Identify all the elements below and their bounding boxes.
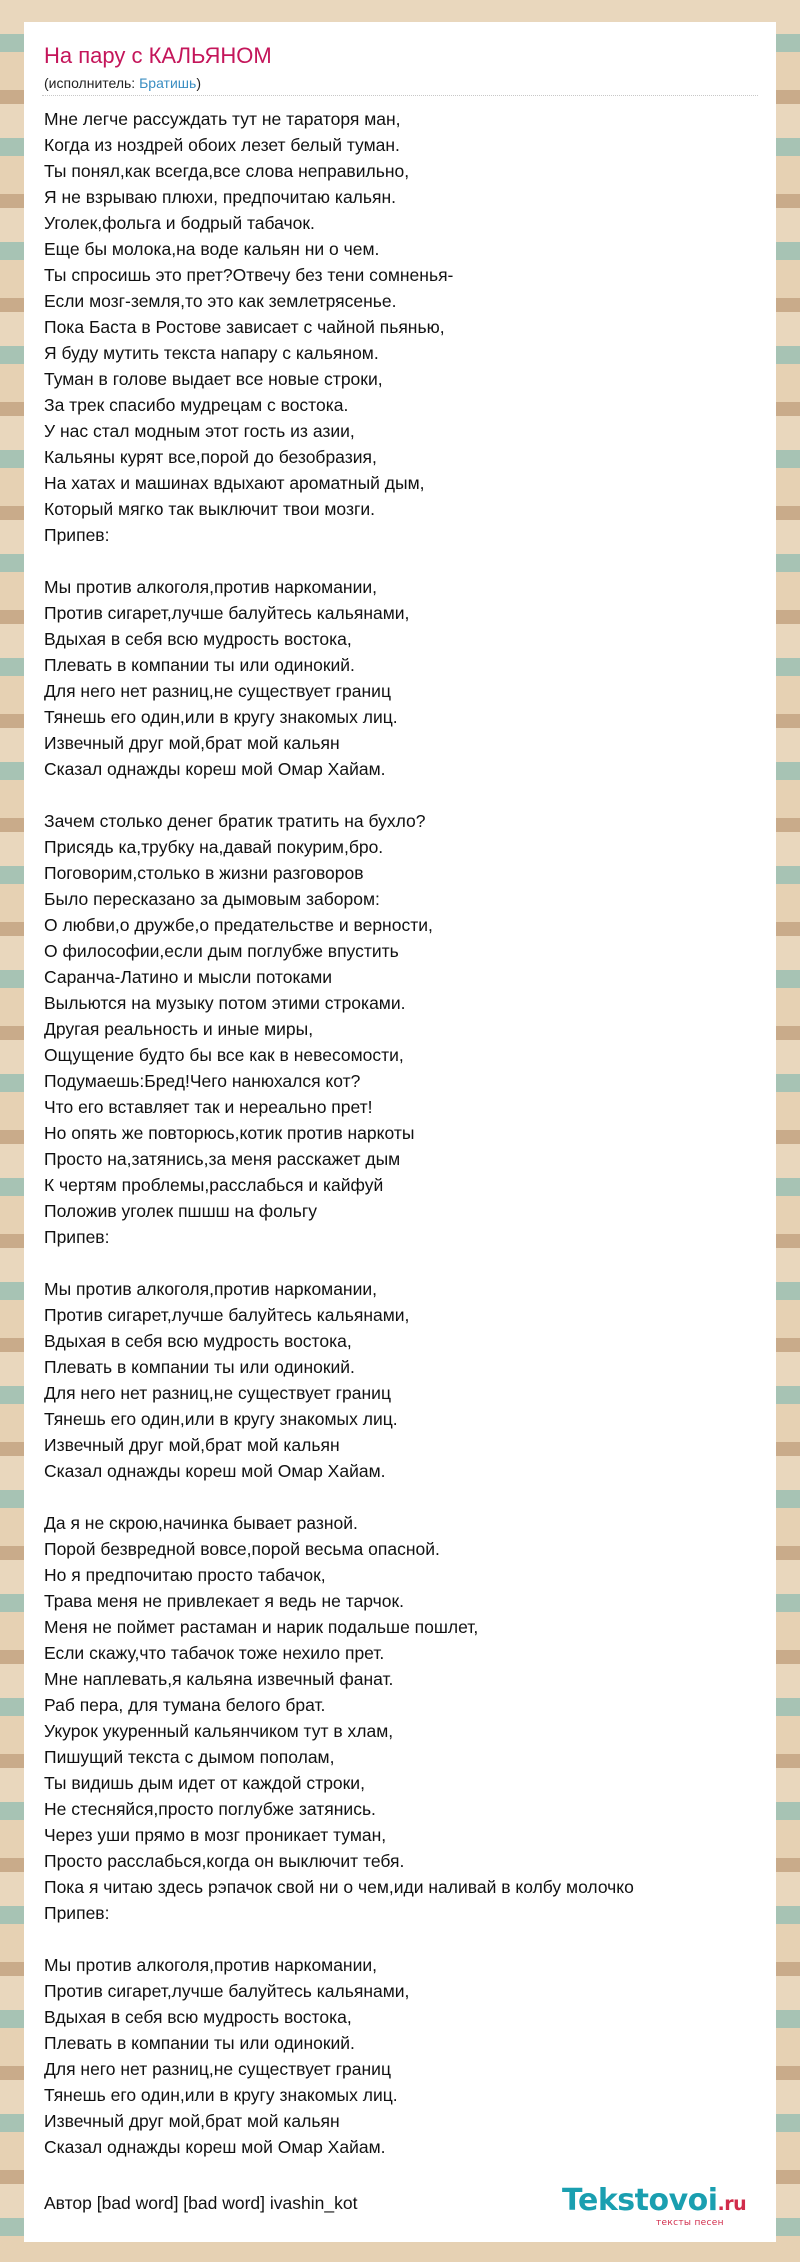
stanza-gap — [44, 1250, 764, 1276]
lyric-line: Через уши прямо в мозг проникает туман, — [44, 1825, 387, 1845]
lyric-line: Для него нет разниц,не существует границ — [44, 2059, 391, 2079]
lyric-line: Ощущение будто бы все как в невесомости, — [44, 1045, 404, 1065]
lyric-line: Мы против алкоголя,против наркомании, — [44, 577, 378, 597]
lyric-line: Против сигарет,лучше балуйтесь кальянами, — [44, 1981, 410, 2001]
lyric-line: Меня не поймет растаман и нарик подальше пошлет, — [44, 1617, 479, 1637]
lyric-line: Тянешь его один,или в кругу знакомых лиц. — [44, 707, 398, 727]
lyric-line: Но опять же повторюсь,котик против наркоты — [44, 1123, 415, 1143]
lyric-line: Другая реальность и иные миры, — [44, 1019, 314, 1039]
lyric-line: Положив уголек пшшш на фольгу — [44, 1201, 317, 1221]
lyric-line: Я буду мутить текста напару с кальяном. — [44, 343, 379, 363]
artist-line — [44, 74, 201, 92]
artist-suffix: ) — [196, 75, 201, 91]
lyric-line: Не стесняйся,просто поглубже затянись. — [44, 1799, 376, 1819]
lyric-line: Кальяны курят все,порой до безобразия, — [44, 447, 377, 467]
site-logo[interactable] — [562, 2182, 772, 2232]
lyric-line: Трава меня не привлекает я ведь не тарчок. — [44, 1591, 405, 1611]
song-title: На пару с КАЛЬЯНОМ — [44, 43, 272, 68]
lyric-line: Сказал однажды кореш мой Омар Хайам. — [44, 1461, 386, 1481]
lyric-line: Пока Баста в Ростове зависает с чайной пьянью, — [44, 317, 445, 337]
lyric-line: Вдыхая в себя всю мудрость востока, — [44, 2007, 352, 2027]
lyric-line: Вдыхая в себя всю мудрость востока, — [44, 629, 352, 649]
lyric-line: Против сигарет,лучше балуйтесь кальянами, — [44, 603, 410, 623]
lyric-line: На хатах и машинах вдыхают ароматный дым, — [44, 473, 425, 493]
lyric-line: Подумаешь:Бред!Чего нанюхался кот? — [44, 1071, 361, 1091]
lyric-line: Извечный друг мой,брат мой кальян — [44, 2111, 340, 2131]
lyric-line: Извечный друг мой,брат мой кальян — [44, 1435, 340, 1455]
lyric-line: Что его вставляет так и нереально прет! — [44, 1097, 373, 1117]
author-credit: Автор [bad word] [bad word] ivashin_kot — [44, 2193, 358, 2213]
lyric-line: Было пересказано за дымовым забором: — [44, 889, 380, 909]
lyric-line: Вдыхая в себя всю мудрость востока, — [44, 1331, 352, 1351]
lyric-line: Ты спросишь это прет?Отвечу без тени сомненья- — [44, 265, 454, 285]
lyric-line: К чертям проблемы,расслабься и кайфуй — [44, 1175, 384, 1195]
logo-wordmark — [562, 2182, 746, 2223]
lyric-line: Выльются на музыку потом этими строками. — [44, 993, 406, 1013]
lyric-line: Еще бы молока,на воде кальян ни о чем. — [44, 239, 380, 259]
lyric-line: Мы против алкоголя,против наркомании, — [44, 1955, 378, 1975]
lyric-line: Который мягко так выключит твои мозги. — [44, 499, 375, 519]
lyric-line: Мы против алкоголя,против наркомании, — [44, 1279, 378, 1299]
lyric-line: Против сигарет,лучше балуйтесь кальянами, — [44, 1305, 410, 1325]
lyric-line: Извечный друг мой,брат мой кальян — [44, 733, 340, 753]
lyric-line: Когда из ноздрей обоих лезет белый туман. — [44, 135, 400, 155]
artist-link[interactable]: Братишь — [139, 75, 197, 91]
lyric-line: Мне наплевать,я кальяна извечный фанат. — [44, 1669, 394, 1689]
lyric-line: Я не взрываю плюхи, предпочитаю кальян. — [44, 187, 397, 207]
lyric-line: Зачем столько денег братик тратить на бухло? — [44, 811, 426, 831]
lyric-line: Мне легче рассуждать тут не тараторя ман, — [44, 109, 401, 129]
lyric-line: Да я не скрою,начинка бывает разной. — [44, 1513, 358, 1533]
lyric-line: О любви,о дружбе,о предательстве и верности, — [44, 915, 433, 935]
artist-prefix: (исполнитель: — [44, 75, 140, 91]
lyric-line: Поговорим,столько в жизни разговоров — [44, 863, 364, 883]
lyrics-text — [44, 106, 764, 2160]
lyric-line: Раб пера, для тумана белого брат. — [44, 1695, 326, 1715]
lyric-line: Если мозг-земля,то это как землетрясенье. — [44, 291, 397, 311]
lyric-line: Припев: — [44, 525, 110, 545]
lyric-line: Просто расслабься,когда он выключит тебя. — [44, 1851, 405, 1871]
lyric-line: Припев: — [44, 1227, 110, 1247]
lyric-line: Саранча-Латино и мысли потоками — [44, 967, 333, 987]
lyric-line: Туман в голове выдает все новые строки, — [44, 369, 383, 389]
stanza-gap — [44, 1484, 764, 1510]
lyric-line: Припев: — [44, 1903, 110, 1923]
lyric-line: Плевать в компании ты или одинокий. — [44, 655, 355, 675]
logo-tagline: тексты песен — [656, 2218, 724, 2228]
lyric-line: Но я предпочитаю просто табачок, — [44, 1565, 326, 1585]
lyric-line: Тянешь его один,или в кругу знакомых лиц. — [44, 2085, 398, 2105]
lyric-line: Тянешь его один,или в кругу знакомых лиц. — [44, 1409, 398, 1429]
lyric-line: Ты видишь дым идет от каждой строки, — [44, 1773, 365, 1793]
lyric-line: Сказал однажды кореш мой Омар Хайам. — [44, 759, 386, 779]
lyric-line: Сказал однажды кореш мой Омар Хайам. — [44, 2137, 386, 2157]
lyric-line: Плевать в компании ты или одинокий. — [44, 2033, 355, 2053]
lyric-line: Для него нет разниц,не существует границ — [44, 681, 391, 701]
lyric-line: Укурок укуренный кальянчиком тут в хлам, — [44, 1721, 394, 1741]
lyric-line: Плевать в компании ты или одинокий. — [44, 1357, 355, 1377]
logo-name: Tekstovoi — [562, 2183, 718, 2218]
lyric-line: Для него нет разниц,не существует границ — [44, 1383, 391, 1403]
lyrics-page — [24, 22, 776, 2242]
title-divider — [42, 95, 758, 96]
logo-tld: .ru — [717, 2193, 747, 2215]
lyric-line: Просто на,затянись,за меня расскажет дым — [44, 1149, 401, 1169]
lyric-line: Ты понял,как всегда,все слова неправильно, — [44, 161, 410, 181]
stanza-gap — [44, 1926, 764, 1952]
stanza-gap — [44, 782, 764, 808]
lyric-line: Уголек,фольга и бодрый табачок. — [44, 213, 315, 233]
lyric-line: О философии,если дым поглубже впустить — [44, 941, 399, 961]
lyric-line: У нас стал модным этот гость из азии, — [44, 421, 355, 441]
lyric-line: Порой безвредной вовсе,порой весьма опасной. — [44, 1539, 440, 1559]
lyric-line: За трек спасибо мудрецам с востока. — [44, 395, 349, 415]
lyric-line: Если скажу,что табачок тоже нехило прет. — [44, 1643, 385, 1663]
lyric-line: Присядь ка,трубку на,давай покурим,бро. — [44, 837, 384, 857]
lyric-line: Пока я читаю здесь рэпачок свой ни о чем,иди наливай в колбу молочко — [44, 1877, 634, 1897]
lyric-line: Пишущий текста с дымом пополам, — [44, 1747, 335, 1767]
stanza-gap — [44, 548, 764, 574]
